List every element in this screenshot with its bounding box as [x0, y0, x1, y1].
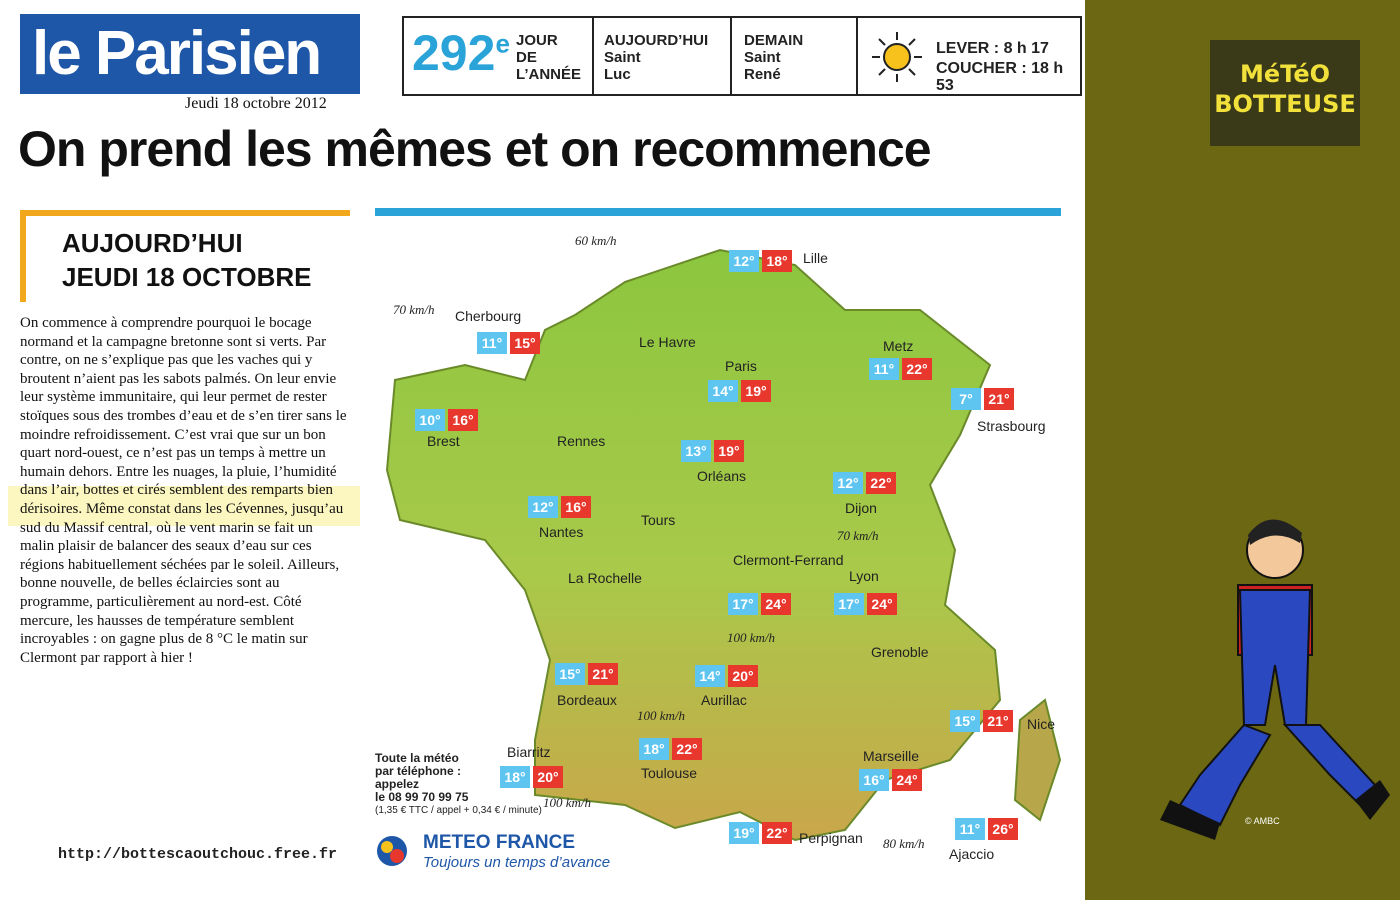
article-body: On commence à comprendre pourquoi le bocage normand et la campagne bretonne sont si verts. Par contre, on ne s’explique pas que les vaches qui y broutent n’aient pas les sabots palmés. On leur envie leur système immunitaire, qui leur permet de rester stoïques sous des trombes d’eau et de s’en tirer sans le moindre refroidissement. C’est vrai que sur un bon quart nord-ouest, ce n’est pas un temps à mettre un humain dehors. Entre les nuages, la pluie, l’humidité dans l’air, bottes et cirés semblent des remparts bien dérisoires. Même constat dans les Cévennes, jusqu’au sud du Massif central, où le vent marin se fait un malin plaisir de balancer des seaux d’eau sur ces régions habituellement séchées par le soleil. Ailleurs, bonne nouvelle, de belles éclaircies sont au programme, particulièrement au nord-est. Côté mercure, les hausses de température semblent incroyables : on gagne plus de 8 °C le matin sur Clermont par rapport à hier ! — [20, 315, 347, 666]
cartoon-man-in-waders — [1160, 505, 1390, 850]
le-parisien-logo: le Parisien — [20, 14, 360, 94]
city-label: Orléans — [697, 468, 747, 484]
temp-max: 24° — [761, 593, 791, 615]
temp-min: 11° — [477, 332, 507, 354]
temp-max: 24° — [867, 593, 897, 615]
temp-min: 12° — [528, 496, 558, 518]
info-bar — [402, 16, 1082, 96]
today-label: AUJOURD’HUI — [604, 32, 709, 49]
temp-min: 17° — [728, 593, 758, 615]
temp-min: 12° — [729, 250, 759, 272]
city-label: Nice — [1027, 716, 1056, 732]
day-label-2: DE — [516, 49, 537, 66]
temp-max: 19° — [741, 380, 771, 402]
place-label: Grenoble — [871, 644, 929, 660]
temp-min: 14° — [695, 665, 725, 687]
meteo-france-icon — [375, 834, 409, 868]
city-label: Brest — [427, 433, 460, 449]
temp-max: 22° — [672, 738, 702, 760]
city-label: Aurillac — [701, 692, 747, 708]
city-label: Nantes — [539, 524, 584, 540]
phone-line-3: appelez — [375, 777, 420, 791]
temp-max: 22° — [762, 822, 792, 844]
city-label: Dijon — [845, 500, 877, 516]
temp-max: 20° — [728, 665, 758, 687]
temp-max: 21° — [983, 710, 1013, 732]
city-label: Cherbourg — [455, 308, 522, 324]
temp-min: 17° — [834, 593, 864, 615]
city-label: Metz — [883, 338, 914, 354]
sunset: COUCHER : 18 h 53 — [936, 60, 1064, 94]
wind-label: 100 km/h — [727, 630, 776, 645]
temp-min: 11° — [869, 358, 899, 380]
temp-max: 19° — [714, 440, 744, 462]
phone-line-2: par téléphone : — [375, 764, 462, 778]
blog-sidebar — [1085, 0, 1400, 900]
phone-number: le 08 99 70 99 75 — [375, 790, 469, 804]
temp-min: 7° — [951, 388, 981, 410]
section-subhead — [20, 210, 350, 302]
wind-label: 80 km/h — [883, 836, 925, 851]
city-label: Bordeaux — [557, 692, 617, 708]
temp-min: 15° — [555, 663, 585, 685]
temp-min: 19° — [729, 822, 759, 844]
badge-line-1: MéTéO — [1239, 60, 1331, 88]
temp-max: 16° — [561, 496, 591, 518]
phone-price: (1,35 € TTC / appel + 0,34 € / minute) — [375, 805, 542, 816]
city-label: Marseille — [863, 748, 920, 764]
wind-label: 100 km/h — [543, 795, 592, 810]
temp-max: 26° — [988, 818, 1018, 840]
temp-max: 21° — [984, 388, 1014, 410]
city-label: Lille — [803, 250, 828, 266]
wind-label: 70 km/h — [393, 302, 435, 317]
temp-min: 11° — [955, 818, 985, 840]
place-label: La Rochelle — [568, 570, 642, 586]
today-saint-cell — [594, 18, 732, 94]
source-url[interactable]: http://bottescaoutchouc.free.fr — [58, 846, 338, 863]
wind-label: 70 km/h — [837, 528, 879, 543]
today-saint-1: Saint — [604, 49, 641, 66]
tomorrow-saint-cell — [732, 18, 858, 94]
city-label: Clermont-Ferrand — [733, 552, 844, 568]
section-rule — [375, 208, 1061, 216]
place-label: Rennes — [557, 433, 606, 449]
phone-info — [375, 752, 545, 817]
temp-min: 18° — [639, 738, 669, 760]
day-of-year-cell — [404, 18, 594, 94]
temp-min: 18° — [500, 766, 530, 788]
city-label: Lyon — [849, 568, 879, 584]
phone-line-1: Toute la météo — [375, 751, 459, 765]
temp-max: 24° — [892, 769, 922, 791]
sunrise: LEVER : 8 h 17 — [936, 40, 1049, 57]
headline: On prend les mêmes et on recommence — [18, 121, 931, 177]
city-label: Strasbourg — [977, 418, 1046, 434]
badge-line-2: BOTTEUSE — [1214, 90, 1356, 118]
temp-max: 18° — [762, 250, 792, 272]
subhead-line-2: JEUDI 18 OCTOBRE — [62, 262, 312, 292]
day-label-3: L’ANNÉE — [516, 66, 582, 83]
tomorrow-saint-2: René — [744, 66, 781, 83]
temp-min: 14° — [708, 380, 738, 402]
day-label-1: JOUR — [516, 32, 558, 49]
subhead-line-1: AUJOURD’HUI — [62, 228, 243, 258]
temp-min: 16° — [859, 769, 889, 791]
temp-max: 16° — [448, 409, 478, 431]
place-label: Tours — [641, 512, 676, 528]
day-number: 292e — [412, 25, 510, 81]
city-label: Biarritz — [507, 744, 551, 760]
temp-min: 13° — [681, 440, 711, 462]
temp-min: 10° — [415, 409, 445, 431]
meteo-france-tagline: Toujours un temps d’avance — [423, 854, 611, 871]
today-saint-2: Luc — [604, 66, 631, 83]
tomorrow-saint-1: Saint — [744, 49, 781, 66]
meteo-france-logo — [375, 830, 625, 870]
temp-min: 12° — [833, 472, 863, 494]
temp-max: 21° — [588, 663, 618, 685]
tomorrow-label: DEMAIN — [744, 32, 804, 49]
temp-max: 22° — [902, 358, 932, 380]
temp-max: 20° — [533, 766, 563, 788]
place-label: Le Havre — [639, 334, 696, 350]
city-label: Paris — [725, 358, 757, 374]
temp-max: 22° — [866, 472, 896, 494]
temp-max: 15° — [510, 332, 540, 354]
city-label: Toulouse — [641, 765, 698, 781]
city-label: Ajaccio — [949, 846, 995, 862]
meteo-botteuse-badge — [1210, 40, 1360, 146]
city-label: Perpignan — [799, 830, 863, 846]
sun-icon — [870, 30, 924, 84]
wind-label: 100 km/h — [637, 708, 686, 723]
temp-min: 15° — [950, 710, 980, 732]
issue-date: Jeudi 18 octobre 2012 — [185, 95, 327, 112]
meteo-france-name: METEO FRANCE — [423, 832, 575, 853]
wind-label: 60 km/h — [575, 233, 617, 248]
credit: © AMBC — [1245, 816, 1280, 826]
